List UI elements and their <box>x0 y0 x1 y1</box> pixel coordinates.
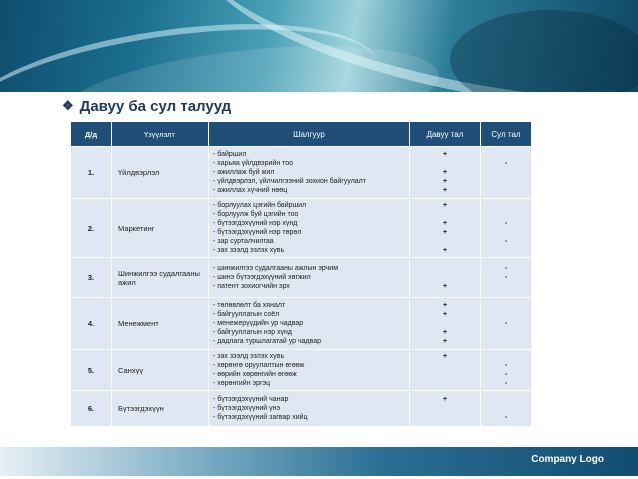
criteria-cell-line: - дадлага туршлагатай ур чадвар <box>213 338 322 345</box>
advantage-cell-line: + <box>442 283 448 290</box>
row-number: 6. <box>71 391 112 427</box>
criteria-cell-line: - бүтээгдэхүүний үнэ <box>213 405 281 412</box>
criteria-cell-line: - байршил <box>213 151 247 158</box>
criteria-cell-line: - харьяа үйлдвэрийн тоо <box>213 160 294 167</box>
indicator-name: Шинжилгээ судалгааны ажил <box>112 258 209 298</box>
weakness-cell-line <box>481 328 531 337</box>
weakness-cell-line: - <box>504 320 508 327</box>
weakness-cell <box>481 258 532 298</box>
advantage-cell-line <box>410 237 480 246</box>
weakness-cell-line: - <box>504 371 508 378</box>
weakness-cell-line <box>481 177 531 186</box>
advantage-cell-line: + <box>442 202 448 209</box>
weakness-cell-line: - <box>504 220 508 227</box>
indicator-name: Бүтээгдэхүүн <box>112 391 209 427</box>
criteria-cell-line: - патент зохиогчийн эрх <box>213 283 290 290</box>
weakness-cell-line <box>481 310 531 319</box>
criteria-cell-line: - менежерүүдийн ур чадвар <box>213 320 304 327</box>
advantage-cell <box>410 199 481 258</box>
advantage-cell-line <box>410 159 480 168</box>
criteria-cell <box>209 147 410 199</box>
weakness-cell-line <box>481 201 531 210</box>
swot-table <box>70 121 532 427</box>
row-number: 2. <box>71 199 112 258</box>
weakness-cell-line <box>481 210 531 219</box>
weakness-cell-line: - <box>504 160 508 167</box>
weakness-cell-line <box>481 168 531 177</box>
table-row <box>71 350 532 391</box>
table-row <box>71 391 532 427</box>
advantage-cell-line <box>410 379 480 388</box>
weakness-cell-line: - <box>504 380 508 387</box>
advantage-cell-line: + <box>442 229 448 236</box>
table-row <box>71 258 532 298</box>
advantage-cell-line <box>410 273 480 282</box>
criteria-cell-line: - борлуулж буй цэгийн тоо <box>213 211 299 218</box>
criteria-cell <box>209 298 410 350</box>
row-number: 4. <box>71 298 112 350</box>
advantage-cell-line: + <box>442 187 448 194</box>
weakness-cell-line <box>481 228 531 237</box>
row-number: 3. <box>71 258 112 298</box>
advantage-cell <box>410 391 481 427</box>
weakness-cell-line <box>481 186 531 195</box>
table-row <box>71 298 532 350</box>
criteria-cell <box>209 199 410 258</box>
indicator-name: Санхүү <box>112 350 209 391</box>
advantage-cell-line <box>410 361 480 370</box>
header-cell: Д/д <box>71 122 112 147</box>
criteria-cell-line: - хөрөнгийн эргэц <box>213 380 271 387</box>
weakness-cell-line <box>481 352 531 361</box>
header-cell: Сул тал <box>481 122 532 147</box>
weakness-cell-line: - <box>504 265 508 272</box>
advantage-cell-line: + <box>442 338 448 345</box>
weakness-cell-line <box>481 395 531 404</box>
criteria-cell-line: - борлуулах цэгийн байршил <box>213 202 307 209</box>
row-number: 1. <box>71 147 112 199</box>
advantage-cell-line: + <box>442 169 448 176</box>
advantage-cell-line: + <box>442 329 448 336</box>
weakness-cell-line <box>481 246 531 255</box>
advantage-cell-line: + <box>442 353 448 360</box>
criteria-cell-line: - зах зээлд эзлэх хувь <box>213 353 285 360</box>
advantage-cell-line <box>410 404 480 413</box>
criteria-cell-line: - бүтээгдэхүүний нэр хүнд <box>213 220 298 227</box>
row-number: 5. <box>71 350 112 391</box>
advantage-cell-line: + <box>442 151 448 158</box>
weakness-cell-line <box>481 282 531 291</box>
advantage-cell-line: + <box>442 311 448 318</box>
advantage-cell <box>410 298 481 350</box>
criteria-cell-line: - бүтээгдэхүүний нэр төрөл <box>213 229 302 236</box>
weakness-cell <box>481 199 532 258</box>
header-cell: Давуу тал <box>410 122 481 147</box>
indicator-name: Үйлдвэрлэл <box>112 147 209 199</box>
criteria-cell-line: - зар сурталчилгаа <box>213 238 274 245</box>
criteria-cell-line: - бүтээгдэхүүний чанар <box>213 396 289 403</box>
criteria-cell <box>209 258 410 298</box>
advantage-cell-line: + <box>442 247 448 254</box>
criteria-cell-line: - байгууллагын соёл <box>213 311 280 318</box>
header-cell: Шалгуур <box>209 122 410 147</box>
table-body <box>71 147 532 427</box>
criteria-cell-line: - хөрөнгө оруулалтын өгөөж <box>213 362 305 369</box>
weakness-cell-line: - <box>504 362 508 369</box>
criteria-cell-line: - зах зээлд эзлэх хувь <box>213 247 285 254</box>
criteria-cell-line: - шинжилгээ судалгааны ажлын эрчим <box>213 265 339 272</box>
weakness-cell-line <box>481 337 531 346</box>
advantage-cell-line <box>410 370 480 379</box>
table-row <box>71 199 532 258</box>
indicator-name: Маркетинг <box>112 199 209 258</box>
weakness-cell-line: - <box>504 274 508 281</box>
diamond-bullet-icon: ❖ <box>62 98 74 113</box>
advantage-cell-line <box>410 210 480 219</box>
criteria-cell <box>209 391 410 427</box>
weakness-cell-line: - <box>504 238 508 245</box>
advantage-cell-line: + <box>442 220 448 227</box>
advantage-cell-line: + <box>442 178 448 185</box>
weakness-cell-line <box>481 301 531 310</box>
advantage-cell-line <box>410 413 480 422</box>
criteria-cell-line: - ажиллах хүчний нөөц <box>213 187 288 194</box>
slide-title <box>62 95 231 117</box>
criteria-cell-line: - бүтээгдэхүүний загвар хийц <box>213 414 308 421</box>
table-header-row <box>71 122 532 147</box>
weakness-cell-line: - <box>504 414 508 421</box>
company-logo: Company Logo <box>531 454 604 465</box>
criteria-cell-line: - өөрийн хөрөнгийн өгөөж <box>213 371 297 378</box>
slide-title-text: Давуу ба сул талууд <box>79 97 232 115</box>
criteria-cell <box>209 350 410 391</box>
advantage-cell-line: + <box>442 396 448 403</box>
table-row <box>71 147 532 199</box>
indicator-name: Менежмент <box>112 298 209 350</box>
weakness-cell <box>481 298 532 350</box>
advantage-cell-line: + <box>442 302 448 309</box>
advantage-cell <box>410 350 481 391</box>
criteria-cell-line: - ажиллаж буй жил <box>213 169 275 176</box>
header-banner <box>0 0 638 92</box>
criteria-cell-line: - үйлдвэрлэл, үйлчилгээний зохион байгуулалт <box>213 178 366 185</box>
advantage-cell-line <box>410 264 480 273</box>
weakness-cell-line <box>481 404 531 413</box>
header-cell: Үзүүлэлт <box>112 122 209 147</box>
weakness-cell <box>481 350 532 391</box>
footer-bar <box>0 447 638 476</box>
advantage-cell-line <box>410 319 480 328</box>
weakness-cell-line <box>481 150 531 159</box>
advantage-cell <box>410 258 481 298</box>
criteria-cell-line: - шинэ бүтээгдэхүүний хөгжил <box>213 274 311 281</box>
weakness-cell <box>481 391 532 427</box>
weakness-cell <box>481 147 532 199</box>
advantage-cell <box>410 147 481 199</box>
criteria-cell-line: - байгууллагын нэр хүнд <box>213 329 293 336</box>
criteria-cell-line: - төлөвлөлт ба хяналт <box>213 302 286 309</box>
